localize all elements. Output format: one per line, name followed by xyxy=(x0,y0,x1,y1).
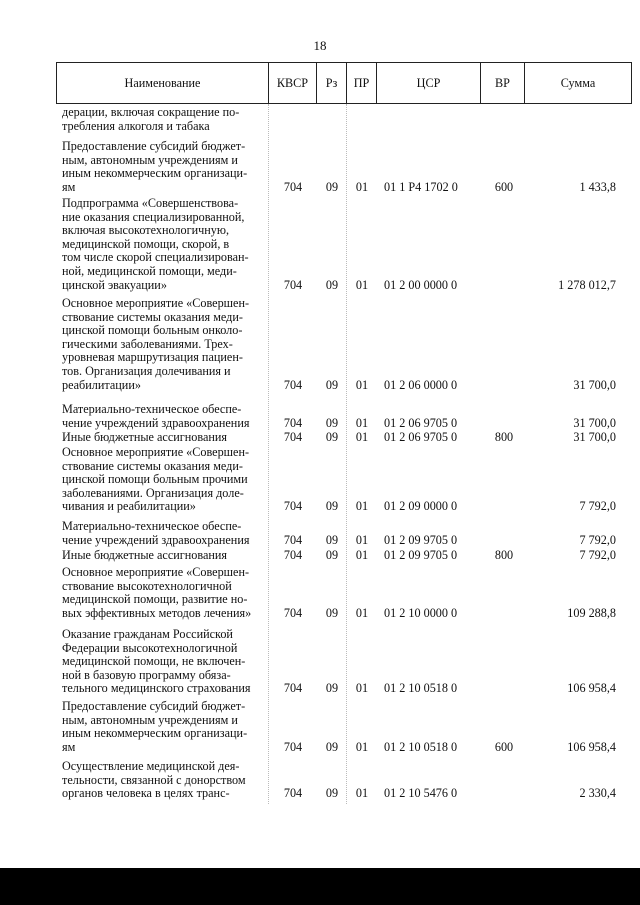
table-header xyxy=(56,62,632,104)
header-name: Наименование xyxy=(57,63,269,103)
table-row xyxy=(0,628,640,696)
row-pr: 01 xyxy=(355,786,369,801)
row-sum: 1 278 012,7 xyxy=(558,277,616,292)
row-pr: 01 xyxy=(355,277,369,292)
row-sum: 31 700,0 xyxy=(573,415,616,430)
row-sum: 1 433,8 xyxy=(579,179,616,194)
row-sum: 31 700,0 xyxy=(573,430,616,444)
row-sum: 2 330,4 xyxy=(579,786,616,801)
row-name: Осуществление медицинской дея- тельности, связанной с донорством органов человека в целях транс- xyxy=(62,759,246,801)
row-name: Оказание гражданам Российской Федерации высокотехнологичной медицинской помощи, не включен- ной в базовую программу обяза- тельного медицинского страхования xyxy=(62,627,251,696)
table-row xyxy=(0,431,640,445)
header-csr: ЦСР xyxy=(377,63,481,103)
row-csr: 01 2 10 5476 0 xyxy=(384,786,458,801)
row-csr: 01 2 09 0000 0 xyxy=(384,499,458,514)
row-sum: 7 792,0 xyxy=(579,548,616,562)
table-row xyxy=(0,106,640,133)
row-vr: 800 xyxy=(494,548,514,562)
row-vr: 600 xyxy=(494,739,514,754)
row-pr: 01 xyxy=(355,532,369,547)
row-name: дерации, включая сокращение по- требления алкоголя и табака xyxy=(62,105,240,133)
row-csr: 01 2 10 0518 0 xyxy=(384,739,458,754)
row-csr: 01 2 10 0518 0 xyxy=(384,681,458,696)
row-kvsr: 704 xyxy=(283,179,303,194)
row-csr: 01 2 06 0000 0 xyxy=(384,377,458,392)
row-csr: 01 2 10 0000 0 xyxy=(384,605,458,620)
row-kvsr: 704 xyxy=(283,739,303,754)
header-rz: Рз xyxy=(317,63,347,103)
page-number: 18 xyxy=(313,38,327,53)
header-kvsr: КВСР xyxy=(269,63,317,103)
row-pr: 01 xyxy=(355,415,369,430)
row-kvsr: 704 xyxy=(283,532,303,547)
row-pr: 01 xyxy=(355,430,369,444)
row-rz: 09 xyxy=(325,179,339,194)
scan-edge xyxy=(0,868,640,905)
row-name: Основное мероприятие «Совершен- ствование высокотехнологичной медицинской помощи, развитие но- вых эффективных методов лечения» xyxy=(62,565,252,620)
row-name: Иные бюджетные ассигнования xyxy=(62,430,228,444)
row-rz: 09 xyxy=(325,605,339,620)
row-kvsr: 704 xyxy=(283,548,303,562)
row-kvsr: 704 xyxy=(283,681,303,696)
row-kvsr: 704 xyxy=(283,277,303,292)
header-pr: ПР xyxy=(347,63,377,103)
row-name: Предоставление субсидий бюджет- ным, автономным учреждениям и иным некоммерческим организаци- ям xyxy=(62,139,248,194)
row-rz: 09 xyxy=(325,430,339,444)
row-csr: 01 2 06 9705 0 xyxy=(384,430,458,444)
header-vr: ВР xyxy=(481,63,525,103)
row-name: Иные бюджетные ассигнования xyxy=(62,548,228,562)
row-name: Основное мероприятие «Совершен- ствование системы оказания меди- цинской помощи больным прочими заболеваниями. Организация доле- чивания и реабилитации» xyxy=(62,445,250,514)
table-row xyxy=(0,197,640,292)
row-rz: 09 xyxy=(325,548,339,562)
row-pr: 01 xyxy=(355,739,369,754)
table-row xyxy=(0,297,640,392)
row-csr: 01 2 09 9705 0 xyxy=(384,548,458,562)
row-rz: 09 xyxy=(325,532,339,547)
row-sum: 31 700,0 xyxy=(573,377,616,392)
row-csr: 01 2 09 9705 0 xyxy=(384,532,458,547)
row-kvsr: 704 xyxy=(283,605,303,620)
row-rz: 09 xyxy=(325,786,339,801)
table-row xyxy=(0,403,640,430)
row-pr: 01 xyxy=(355,377,369,392)
row-pr: 01 xyxy=(355,548,369,562)
table-row xyxy=(0,549,640,563)
header-sum: Сумма xyxy=(560,76,596,90)
row-vr: 800 xyxy=(494,430,514,444)
row-name: Материально-техническое обеспе- чение учреждений здравоохранения xyxy=(62,402,250,430)
table-row xyxy=(0,760,640,801)
row-sum: 7 792,0 xyxy=(579,532,616,547)
row-rz: 09 xyxy=(325,739,339,754)
row-vr: 600 xyxy=(494,179,514,194)
row-csr: 01 2 00 0000 0 xyxy=(384,277,458,292)
row-name: Предоставление субсидий бюджет- ным, автономным учреждениям и иным некоммерческим организаци- ям xyxy=(62,699,248,754)
row-rz: 09 xyxy=(325,277,339,292)
row-pr: 01 xyxy=(355,681,369,696)
table-row xyxy=(0,520,640,547)
table-row xyxy=(0,140,640,194)
row-csr: 01 2 06 9705 0 xyxy=(384,415,458,430)
row-pr: 01 xyxy=(355,179,369,194)
row-kvsr: 704 xyxy=(283,786,303,801)
row-sum: 109 288,8 xyxy=(567,605,616,620)
row-rz: 09 xyxy=(325,415,339,430)
table-row xyxy=(0,566,640,620)
row-kvsr: 704 xyxy=(283,430,303,444)
table-row xyxy=(0,700,640,754)
row-name: Основное мероприятие «Совершен- ствование системы оказания меди- цинской помощи больным онколо- гическими заболеваниями. Трех- уровневая маршрутизация пациен- тов. Организация долечивания и реабилитации» xyxy=(62,296,250,392)
row-pr: 01 xyxy=(355,605,369,620)
row-rz: 09 xyxy=(325,681,339,696)
row-kvsr: 704 xyxy=(283,499,303,514)
table-row xyxy=(0,446,640,514)
row-name: Подпрограмма «Совершенствова- ние оказания специализированной, включая высокотехнологичную, медицинской помощи, скорой, в том числе скорой специализирован- ной, медицинской помощи, меди- цинской эвакуации» xyxy=(62,196,249,292)
row-name: Материально-техническое обеспе- чение учреждений здравоохранения xyxy=(62,519,250,547)
row-sum: 7 792,0 xyxy=(579,499,616,514)
row-sum: 106 958,4 xyxy=(567,681,616,696)
row-pr: 01 xyxy=(355,499,369,514)
row-kvsr: 704 xyxy=(283,415,303,430)
row-sum: 106 958,4 xyxy=(567,739,616,754)
row-csr: 01 1 Р4 1702 0 xyxy=(384,179,458,194)
row-kvsr: 704 xyxy=(283,377,303,392)
row-rz: 09 xyxy=(325,499,339,514)
row-rz: 09 xyxy=(325,377,339,392)
